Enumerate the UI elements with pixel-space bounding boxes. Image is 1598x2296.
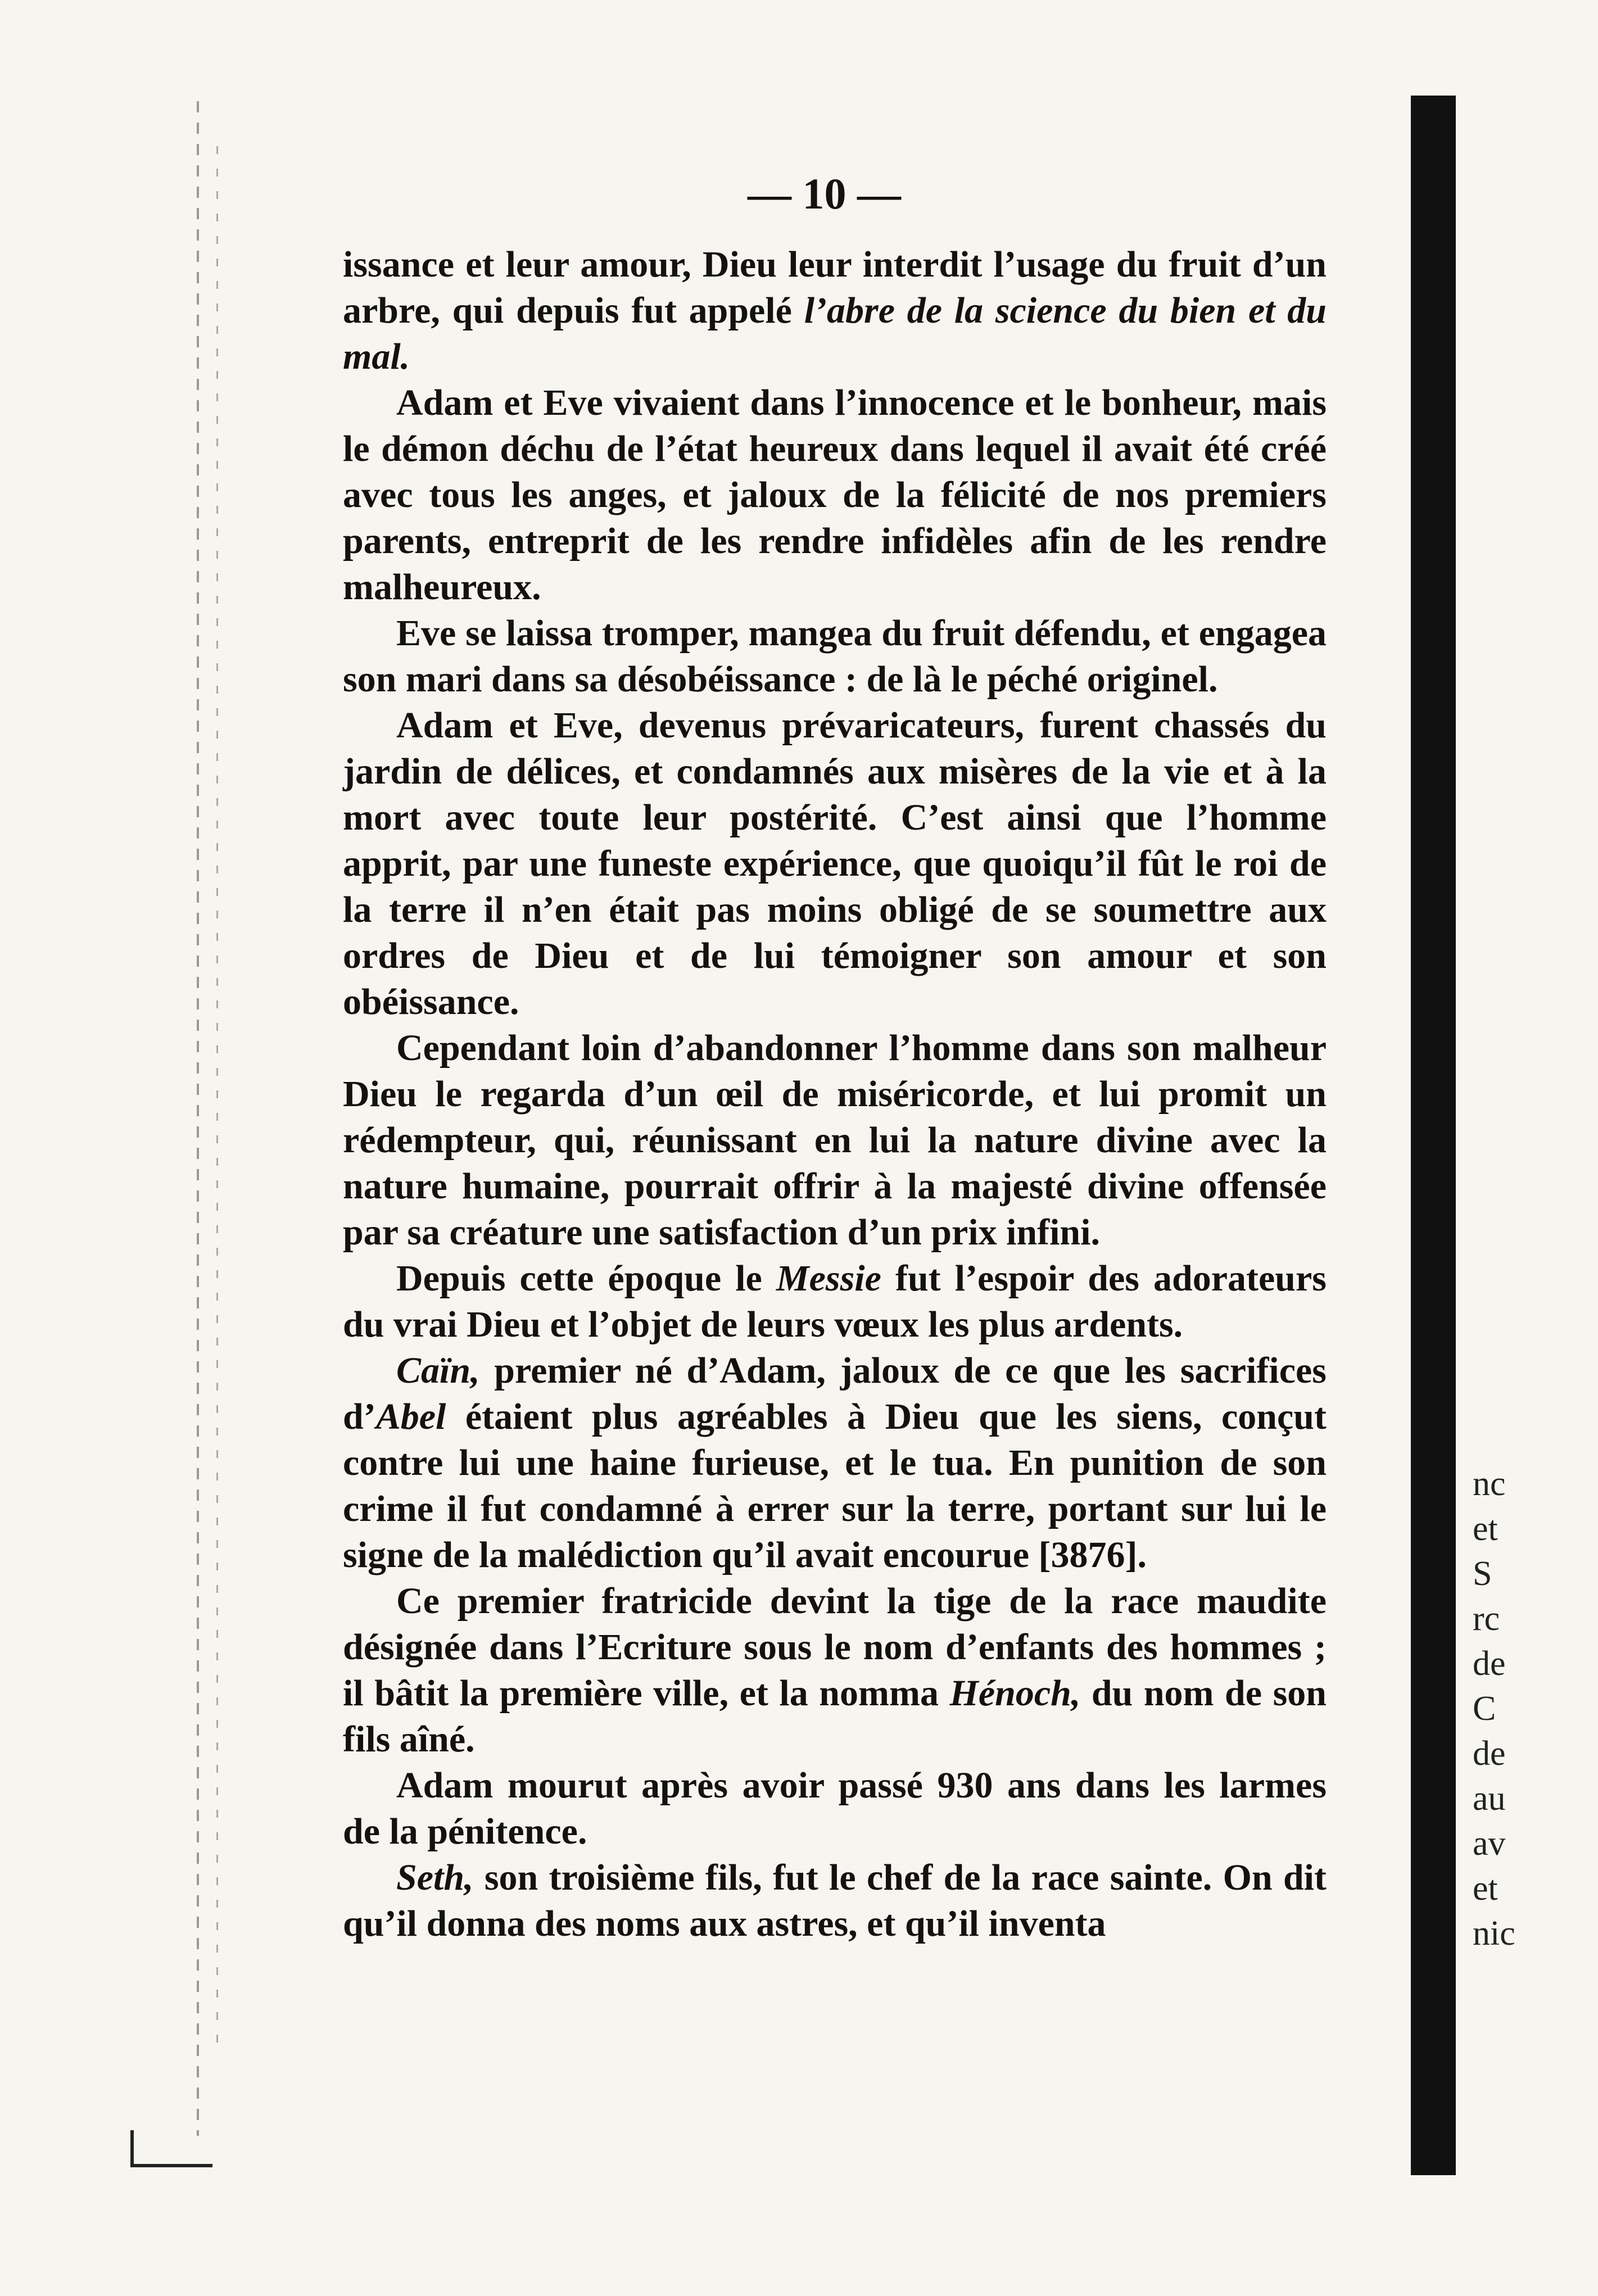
body-text (343, 242, 1327, 1947)
paragraph (343, 1025, 1327, 1256)
fragment-glyph: nc (1473, 1465, 1506, 1503)
fragment-glyph: rc (1473, 1600, 1500, 1638)
text-run: du nom de son fils aîné. (343, 1673, 1327, 1760)
fragment-glyph: S (1473, 1555, 1492, 1593)
fragment-glyph: av (1473, 1824, 1506, 1863)
book-binding-shadow (1411, 96, 1456, 2175)
paragraph (343, 1348, 1327, 1578)
paragraph (343, 380, 1327, 610)
page-number: — 10 — (748, 169, 901, 218)
text-run: issance et leur amour, Dieu leur interdit l’usage du fruit d’un arbre, qui depuis fut appelé (343, 244, 1327, 331)
fragment-glyph: de (1473, 1735, 1506, 1773)
paragraph (343, 1855, 1327, 1947)
fragment-glyph: au (1473, 1779, 1506, 1818)
italic-text: Hénoch, (949, 1673, 1081, 1714)
text-run: étaient plus agréables à Dieu que les siens, conçut contre lui une haine furieuse, et le tua. En punition de son crime il fut condamné à errer sur la terre, portant sur lui le signe de la malédiction qu’il avait encourue [3876]. (343, 1396, 1327, 1575)
fragment-glyph: C (1473, 1690, 1496, 1728)
fragment-glyph: et (1473, 1869, 1498, 1908)
paragraph (343, 1578, 1327, 1763)
text-run: Adam et Eve, devenus prévaricateurs, furent chassés du jardin de délices, et condamnés aux misères de la vie et à la mort avec toute leur postérité. C’est ainsi que l’homme apprit, par une funeste expérience, que quoiqu’il fût le roi de la terre il n’en était pas moins obligé de se soumettre aux ordres de Dieu et de lui témoigner son amour et son obéissance. (343, 705, 1327, 1022)
paragraph (343, 1763, 1327, 1855)
paragraph (343, 610, 1327, 703)
margin-dotted-line-inner (216, 146, 218, 2057)
italic-text: Messie (776, 1258, 881, 1299)
text-run: Adam et Eve vivaient dans l’innocence et le bonheur, mais le démon déchu de l’état heureux dans lequel il avait été créé avec tous les anges, et jaloux de la félicité de nos premiers parents, entreprit de les rendre infidèles afin de les rendre malheureux. (343, 382, 1327, 608)
fragment-glyph: nic (1473, 1914, 1515, 1953)
paragraph (343, 1256, 1327, 1348)
text-run: Ce premier fratricide devint la tige de la race maudite désignée dans l’Ecriture sous le nom d’enfants des hommes ; il bâtit la première ville, et la nomma (343, 1581, 1327, 1714)
text-run: premier né d’Adam, jaloux de ce que les sacrifices d’ (343, 1350, 1327, 1437)
text-run: Depuis cette époque le (396, 1258, 776, 1299)
fragment-glyph: de (1473, 1645, 1506, 1683)
text-run: fut l’espoir des adorateurs du vrai Dieu et l’objet de leurs vœux les plus ardents. (343, 1258, 1327, 1345)
page-corner-mark (130, 2130, 212, 2167)
italic-text: Caïn, (396, 1350, 480, 1391)
fragment-glyph: et (1473, 1510, 1498, 1548)
italic-text: Seth, (396, 1857, 474, 1898)
paragraph (343, 703, 1327, 1025)
italic-text: l’abre de la science du bien et du mal. (343, 290, 1327, 377)
adjacent-page-fragment (1473, 1461, 1540, 1956)
text-run: Cependant loin d’abandonner l’homme dans son malheur Dieu le regarda d’un œil de miséricorde, et lui promit un rédempteur, qui, réunissant en lui la nature divine avec la nature humaine, pourrait offrir à la majesté divine offensée par sa créature une satisfaction d’un prix infini. (343, 1027, 1327, 1253)
text-run: Adam mourut après avoir passé 930 ans dans les larmes de la pénitence. (343, 1765, 1327, 1852)
paragraph (343, 242, 1327, 380)
text-run: Eve se laissa tromper, mangea du fruit défendu, et engagea son mari dans sa désobéissance : de là le péché originel. (343, 613, 1327, 700)
margin-dotted-line (197, 101, 199, 2136)
text-run: son troisième fils, fut le chef de la race sainte. On dit qu’il donna des noms aux astres, et qu’il inventa (343, 1857, 1327, 1944)
italic-text: Abel (375, 1396, 446, 1437)
